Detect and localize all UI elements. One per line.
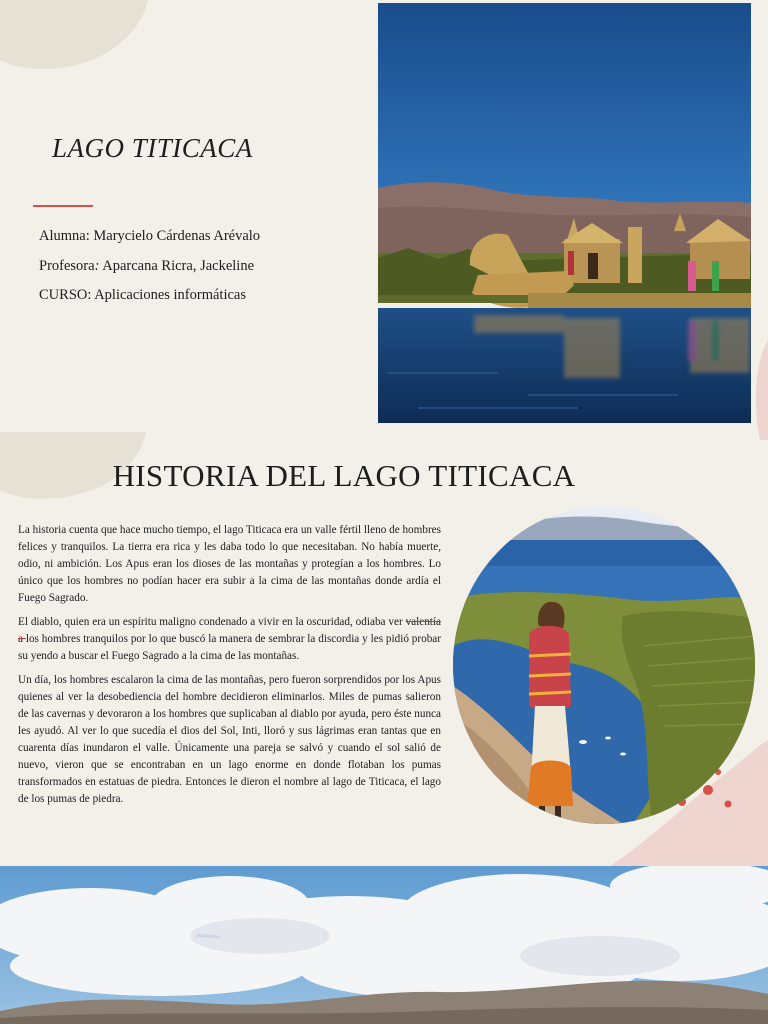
history-paragraph-1: La historia cuenta que hace mucho tiempo, el lago Titicaca era un valle fértil lleno de hombres felices y tranquilos. La tierra era rica y les daba todo lo que necesitaban. No había muerte, odio, ni ambición. Los Apus eran los dioses de las montañas y protegían a los hombres. Lo único que los hombres no podían hacer era subir a la cima de las montañas donde ardía el Fuego Sagrado. bbox=[18, 524, 441, 604]
section-heading: HISTORIA DEL LAGO TITICACA bbox=[112, 458, 576, 493]
history-body bbox=[18, 522, 441, 815]
strikethrough-text: valentía a bbox=[18, 616, 441, 645]
course-line: CURSO: Aplicaciones informáticas bbox=[39, 287, 246, 303]
page-title: LAGO TITICACA bbox=[52, 133, 253, 163]
teacher-line: Profesora: Aparcana Ricra, Jackeline bbox=[39, 257, 255, 274]
history-paragraph-2: El diablo, quien era un espíritu maligno condenado a vivir en la oscuridad, odiaba ver valentía a los hombres tranquilos por lo que buscó la manera de sembrar la discordia y les pidió probar su yendo a buscar el Fuego Sagrado a la cima de las montañas. bbox=[18, 616, 441, 662]
student-line: Alumna: Marycielo Cárdenas Arévalo bbox=[39, 228, 261, 244]
bottom-landscape-photo bbox=[0, 866, 768, 1024]
circle-photo-woman-overlooking-lake bbox=[453, 506, 755, 824]
accent-divider bbox=[33, 205, 93, 207]
lake-photo-reed-islands bbox=[378, 3, 751, 423]
author-info bbox=[39, 222, 260, 311]
history-paragraph-3: Un día, los hombres escalaron la cima de las montañas, pero fueron sorprendidos por los Apus quienes al ver la desobediencia del hombre decidieron eliminarlos. Miles de pumas salieron de las cavernas y devoraron a los hombres que suplicaban al diablo por ayuda, pero éste nunca les ayudó. Al ver lo que sucedía el dios del Sol, Inti, lloró y sus lágrimas eran tantas que en cuarenta días inundaron el valle. Únicamente una pareja se salvó y cuando el sol salió de nuevo, vieron que se encontraban en un lago enorme en donde flotaban los pumas transformados en estatuas de piedra. Entonces le dieron el nombre al lago de Titicaca, el lago de los pumas de piedra. bbox=[18, 674, 441, 805]
